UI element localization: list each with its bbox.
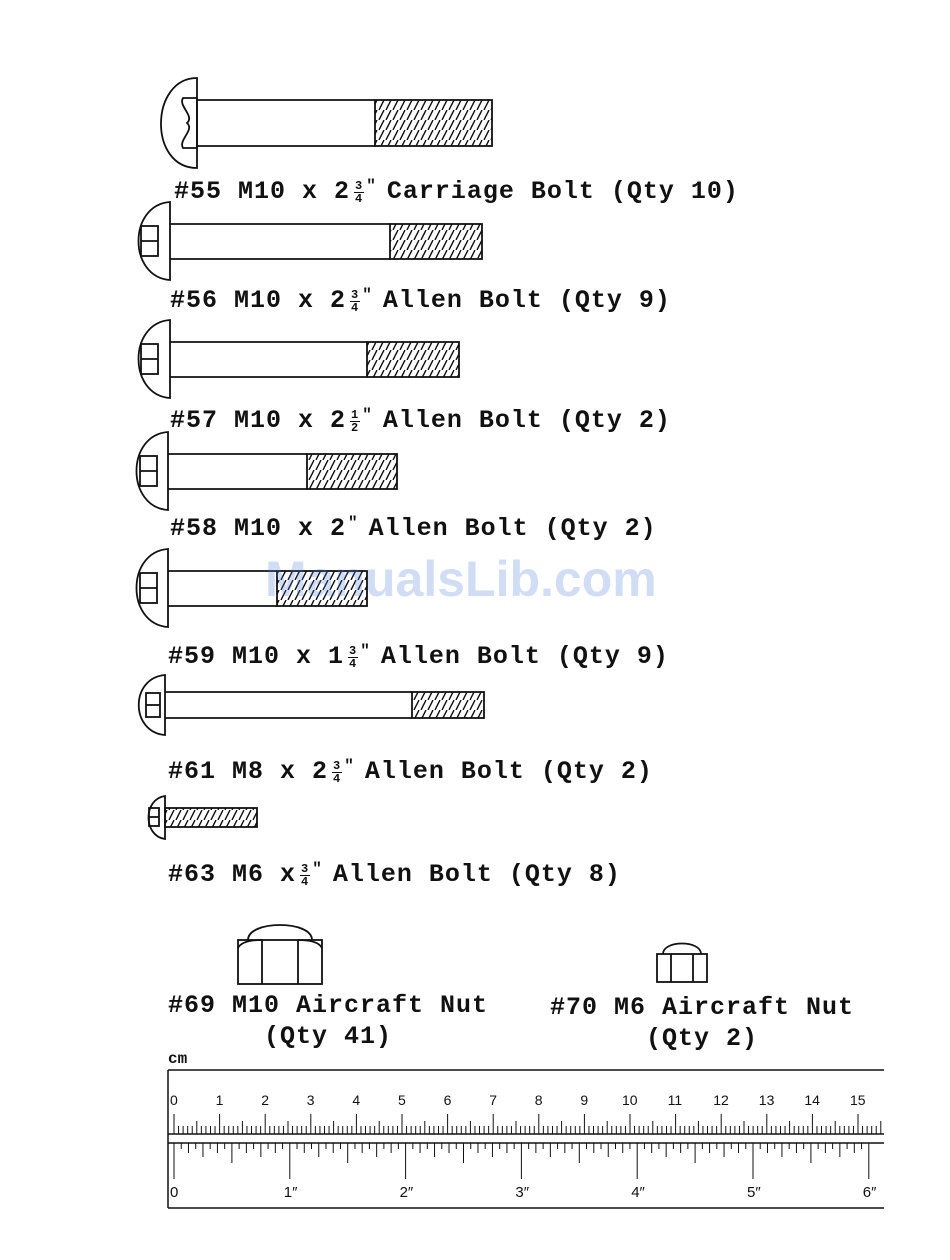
cm-label: 11 [667,1092,683,1108]
part-label-61: #61 M8 x 2 $\frac{3}{4}$ " Allen Bolt (Qty 2) [168,757,653,786]
cm-label: 3 [306,1092,315,1108]
cm-label: 4 [352,1092,361,1108]
inch-label: 0 [170,1184,179,1201]
cm-label: 15 [850,1092,866,1108]
part-label-58: #58 M10 x 2 " Allen Bolt (Qty 2) [170,514,657,543]
part-label-59: #59 M10 x 1 $\frac{3}{4}$ " Allen Bolt (Qty 9) [168,642,669,671]
fraction: $\frac{3}{4}$ [349,644,358,671]
inch-label: 2″ [399,1184,414,1201]
part-label-55: #55 M10 x 2 $\frac{3}{4}$ " Carriage Bolt (Qty 10) [174,177,739,206]
cm-label: 12 [713,1092,729,1108]
fraction: $\frac{3}{4}$ [333,759,342,786]
cm-label: 13 [758,1092,775,1108]
ruler-cm-unit: cm [168,1050,188,1068]
inch-label: 3″ [515,1184,530,1201]
inch-label: 5″ [747,1184,761,1201]
watermark: ManualsLib.com [265,551,657,607]
cm-label: 8 [534,1092,543,1108]
fraction: $\frac{3}{4}$ [301,862,310,889]
inch-label: 6″ [862,1184,877,1201]
cm-label: 10 [622,1092,638,1108]
inch-label: 1″ [283,1184,298,1201]
cm-label: 6 [443,1092,452,1108]
cm-label: 0 [170,1092,178,1108]
nut-label-70: #70 M6 Aircraft Nut (Qty 2) [550,993,855,1053]
cm-label: 5 [398,1092,406,1108]
cm-label: 7 [489,1092,497,1108]
cm-label: 1 [215,1092,224,1108]
cm-label: 9 [580,1092,589,1108]
cm-label: 2 [261,1092,269,1108]
part-label-56: #56 M10 x 2 $\frac{3}{4}$ " Allen Bolt (Qty 9) [170,286,671,315]
part-label-63: #63 M6 x $\frac{3}{4}$ " Allen Bolt (Qty 8) [168,860,621,889]
cm-label: 14 [804,1092,820,1108]
nut-label-69: #69 M10 Aircraft Nut (Qty 41) [168,991,489,1051]
part-label-57: #57 M10 x 2 $\frac{1}{2}$ " Allen Bolt (Qty 2) [170,406,671,435]
inch-label: 4″ [631,1184,645,1201]
fraction: $\frac{3}{4}$ [351,288,360,315]
fraction: $\frac{1}{2}$ [351,408,360,435]
fraction: $\frac{3}{4}$ [355,179,364,206]
